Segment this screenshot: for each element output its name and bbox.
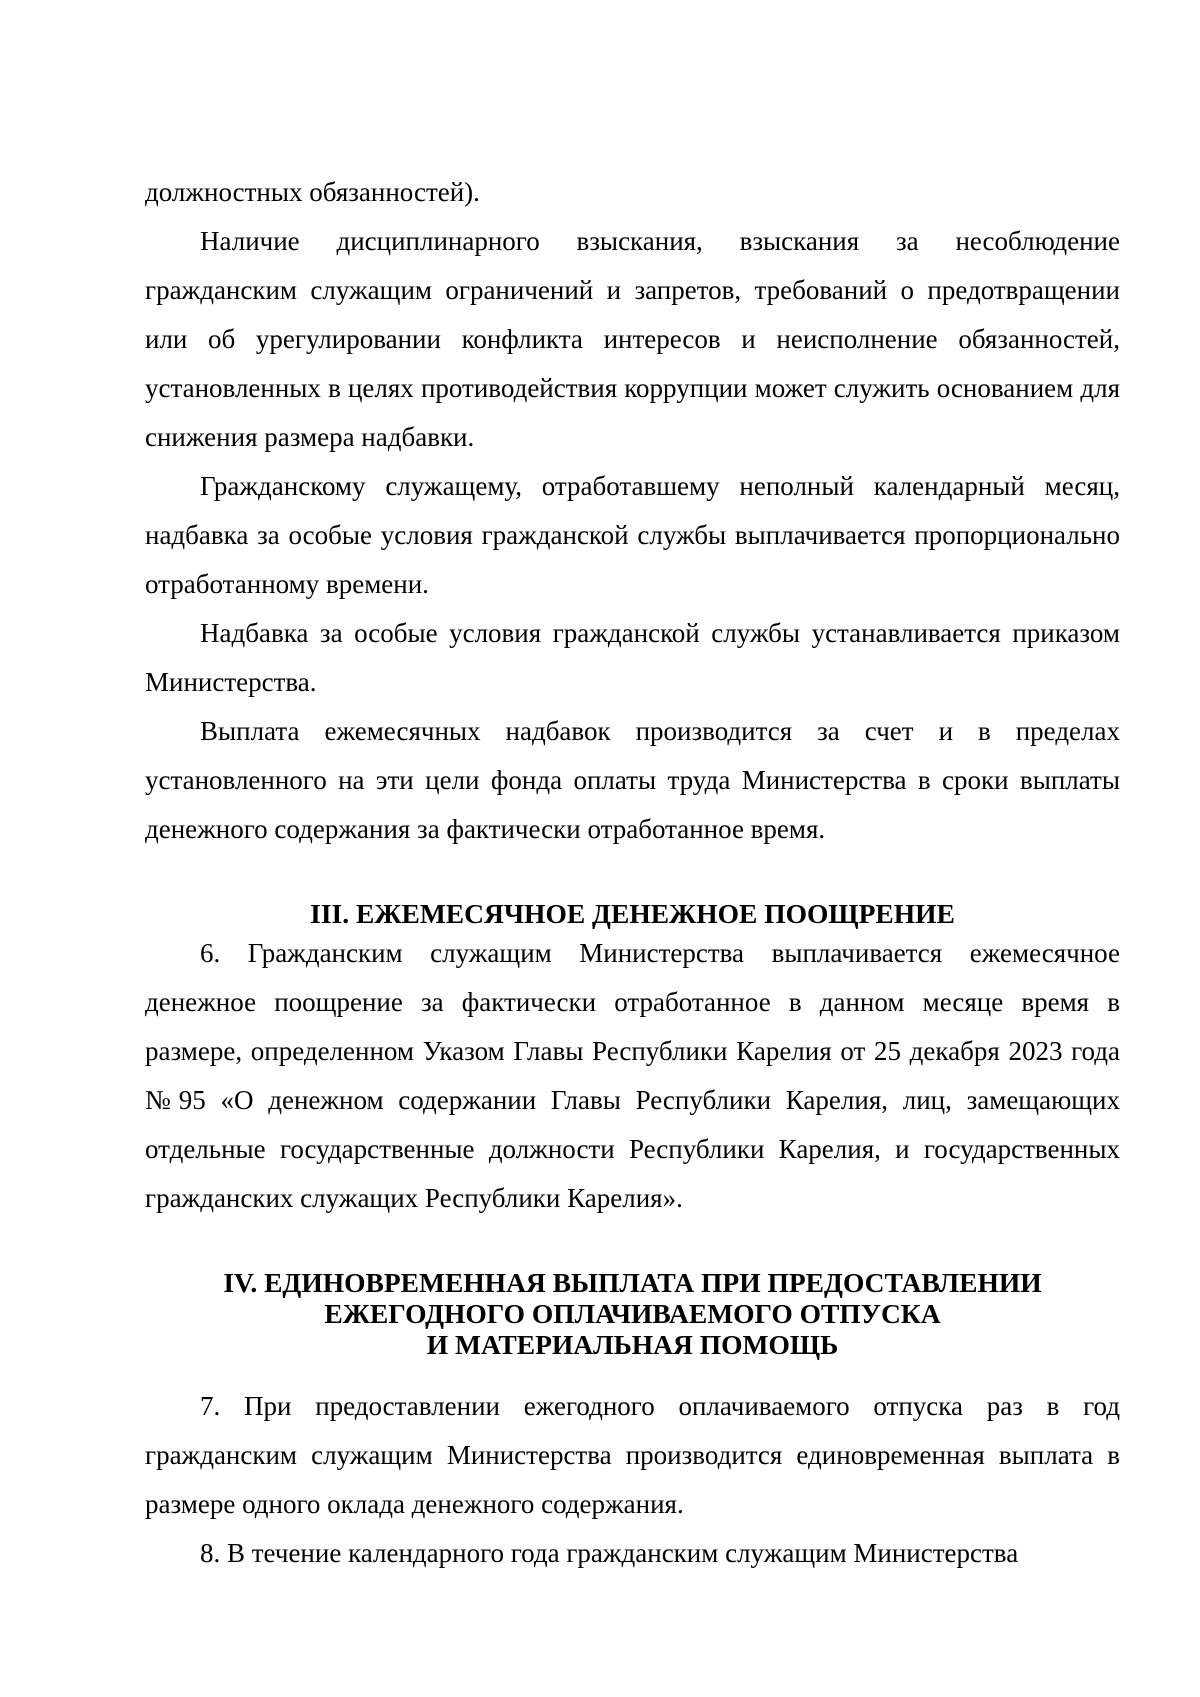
section-4-heading-line-3: И МАТЕРИАЛЬНАЯ ПОМОЩЬ	[426, 1329, 839, 1360]
paragraph-item-6: 6. Гражданским служащим Министерства выплачивается ежемесячное денежное поощрение за фактически отработанное в данном месяце время в размере, определенном Указом Главы Республики Карелия от 25 декабря 2023 года №95 «О денежном содержании Главы Республики Карелия, лиц, замещающих отдельные государственные должности Республики Карелия, и государственных гражданских служащих Республики Карелия».	[145, 938, 1120, 1213]
spacer	[145, 1223, 1120, 1267]
paragraph-item-7: 7. При предоставлении ежегодного оплачиваемого отпуска раз в год гражданским служащим Министерства производится единовременная выплата в размере одного оклада денежного содержания.	[145, 1391, 1120, 1519]
section-4-heading-line-1: IV. ЕДИНОВРЕМЕННАЯ ВЫПЛАТА ПРИ ПРЕДОСТАВЛЕНИИ	[223, 1267, 1042, 1298]
paragraph-incomplete-month: Гражданскому служащему, отработавшему неполный календарный месяц, надбавка за особые условия гражданской службы выплачивается пропорционально отработанному времени.	[145, 471, 1120, 599]
spacer	[145, 1360, 1120, 1382]
paragraph-continuation: должностных обязанностей).	[145, 177, 480, 207]
section-4-heading-line-2: ЕЖЕГОДНОГО ОПЛАЧИВАЕМОГО ОТПУСКА	[324, 1298, 941, 1329]
paragraph-item-8: 8. В течение календарного года гражданским служащим Министерства	[200, 1538, 1019, 1568]
section-4-heading	[145, 1267, 1120, 1360]
section-3-heading: III. ЕЖЕМЕСЯЧНОЕ ДЕНЕЖНОЕ ПООЩРЕНИЕ	[310, 898, 955, 929]
paragraph-allowance-order: Надбавка за особые условия гражданской службы устанавливается приказом Министерства.	[145, 618, 1120, 697]
paragraph-disciplinary-penalty: Наличие дисциплинарного взыскания, взыскания за несоблюдение гражданским служащим ограничений и запретов, требований о предотвращении или об урегулировании конфликта интересов и неисполнение обязанностей, установленных в целях противодействия коррупции может служить основанием для снижения размера надбавки.	[145, 226, 1120, 452]
spacer	[145, 854, 1120, 898]
document-body	[145, 168, 1120, 1578]
paragraph-payment-terms: Выплата ежемесячных надбавок производится за счет и в пределах установленного на эти цели фонда оплаты труда Министерства в сроки выплаты денежного содержания за фактически отработанное время.	[145, 716, 1120, 844]
